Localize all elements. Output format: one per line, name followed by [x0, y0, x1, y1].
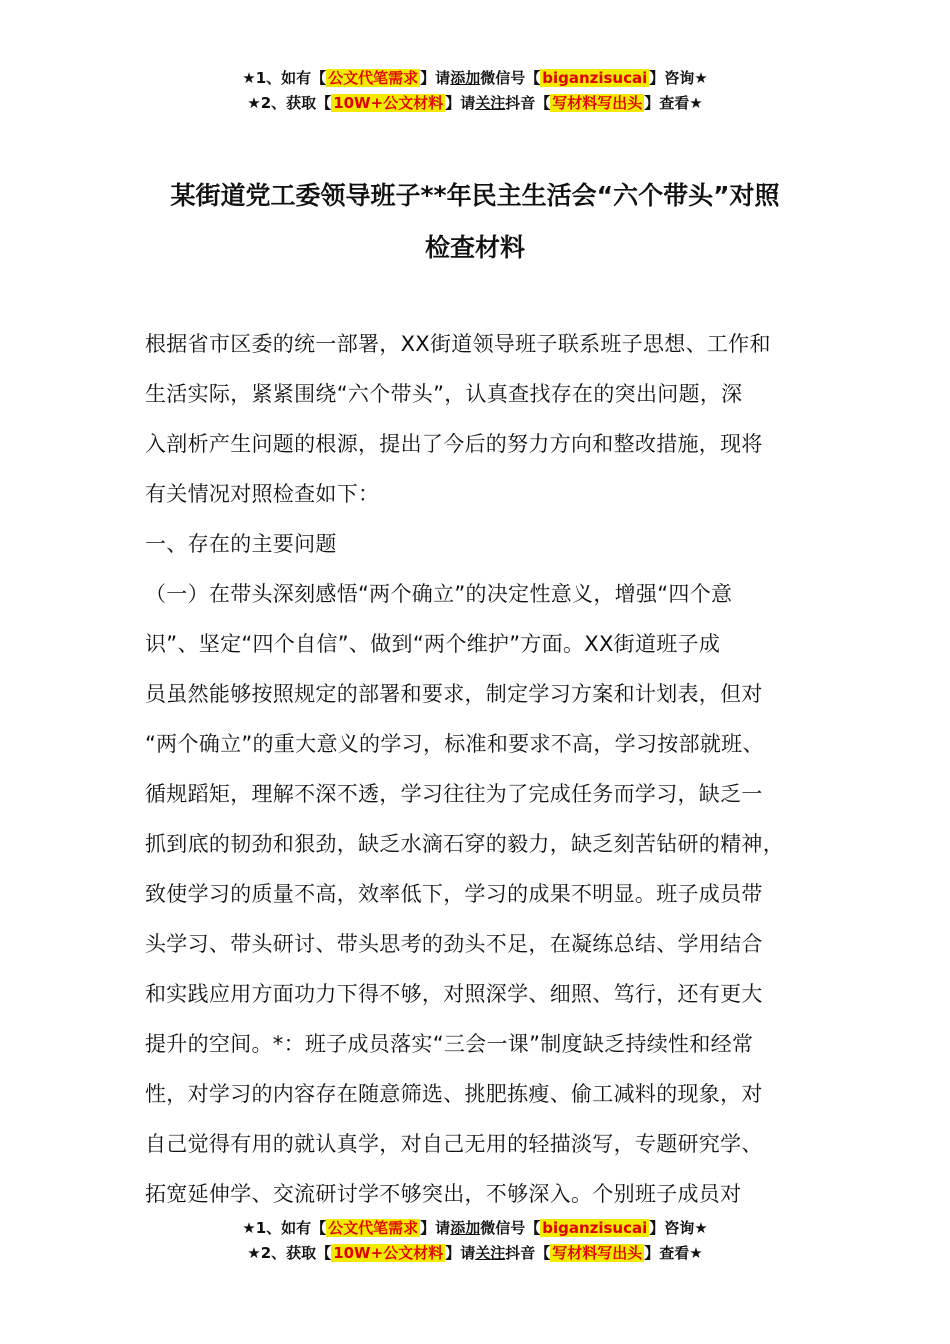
body-line: 识”、坚定“四个自信”、做到“两个维护”方面。XX街道班子成 — [145, 632, 721, 656]
promo-text: 】查看★ — [644, 94, 703, 112]
promo-text: 微信号【 — [480, 1219, 541, 1237]
promo-highlight: 公文代笔需求 — [328, 69, 419, 87]
body-line: 员虽然能够按照规定的部署和要求，制定学习方案和计划表，但对 — [145, 682, 763, 706]
body-line: 性，对学习的内容存在随意筛选、挑肥拣瘦、偷工减料的现象，对 — [145, 1082, 763, 1106]
promo-line-2 — [0, 1241, 950, 1266]
promo-text: 抖音【 — [505, 94, 551, 112]
promo-underlined: 添加 — [450, 69, 481, 87]
promo-highlight: 10W+公文材料 — [333, 1244, 444, 1262]
body-line: 根据省市区委的统一部署，XX街道领导班子联系班子思想、工作和 — [145, 332, 771, 356]
footer-promo-banner — [0, 1216, 950, 1266]
promo-underlined: 添加 — [450, 1219, 481, 1237]
promo-highlight: biganzisucai — [542, 1219, 648, 1237]
body-line: 循规蹈矩，理解不深不透，学习往往为了完成任务而学习，缺乏一 — [145, 782, 763, 806]
body-line: 生活实际，紧紧围绕“六个带头”，认真查找存在的突出问题，深 — [145, 382, 743, 406]
promo-text: 】请 — [445, 94, 476, 112]
promo-text: 】咨询★ — [649, 1219, 708, 1237]
promo-highlight: 写材料写出头 — [552, 1244, 643, 1262]
body-line: （一）在带头深刻感悟“两个确立”的决定性意义，增强“四个意 — [145, 582, 733, 606]
body-line: 提升的空间。*：班子成员落实“三会一课”制度缺乏持续性和经常 — [145, 1032, 754, 1056]
promo-text: 】咨询★ — [649, 69, 708, 87]
promo-text: ★2、获取【 — [247, 1244, 332, 1262]
body-line: 有关情况对照检查如下： — [145, 482, 380, 506]
promo-text: 】查看★ — [644, 1244, 703, 1262]
promo-text: ★1、如有【 — [242, 69, 327, 87]
promo-line-2 — [0, 91, 950, 116]
promo-text: 】请 — [445, 1244, 476, 1262]
promo-text: 】请 — [420, 1219, 451, 1237]
promo-highlight: 写材料写出头 — [552, 94, 643, 112]
promo-highlight: biganzisucai — [542, 69, 648, 87]
body-line: 入剖析产生问题的根源，提出了今后的努力方向和整改措施，现将 — [145, 432, 763, 456]
title-line-1: 某街道党工委领导班子**年民主生活会“六个带头”对照 — [170, 181, 780, 210]
body-line: 自己觉得有用的就认真学，对自己无用的轻描淡写，专题研究学、 — [145, 1132, 763, 1156]
body-line: 一、存在的主要问题 — [145, 532, 337, 556]
promo-text: ★1、如有【 — [242, 1219, 327, 1237]
title-line-2: 检查材料 — [424, 233, 525, 262]
body-line: 致使学习的质量不高，效率低下，学习的成果不明显。班子成员带 — [145, 882, 763, 906]
document-title — [0, 170, 950, 274]
promo-text: 】请 — [420, 69, 451, 87]
document-body — [145, 319, 825, 1219]
promo-line-1 — [0, 66, 950, 91]
promo-text: 抖音【 — [505, 1244, 551, 1262]
header-promo-banner — [0, 66, 950, 116]
promo-text: 微信号【 — [480, 69, 541, 87]
body-line: “两个确立”的重大意义的学习，标准和要求不高，学习按部就班、 — [145, 732, 764, 756]
promo-highlight: 10W+公文材料 — [333, 94, 444, 112]
promo-text: ★2、获取【 — [247, 94, 332, 112]
body-line: 头学习、带头研讨、带头思考的劲头不足，在凝练总结、学用结合 — [145, 932, 763, 956]
promo-line-1 — [0, 1216, 950, 1241]
promo-underlined: 关注 — [475, 1244, 506, 1262]
promo-highlight: 公文代笔需求 — [328, 1219, 419, 1237]
body-line: 拓宽延伸学、交流研讨学不够突出，不够深入。个别班子成员对 — [145, 1182, 742, 1206]
promo-underlined: 关注 — [475, 94, 506, 112]
body-line: 抓到底的韧劲和狠劲，缺乏水滴石穿的毅力，缺乏刻苦钻研的精神， — [145, 832, 784, 856]
body-line: 和实践应用方面功力下得不够，对照深学、细照、笃行，还有更大 — [145, 982, 763, 1006]
